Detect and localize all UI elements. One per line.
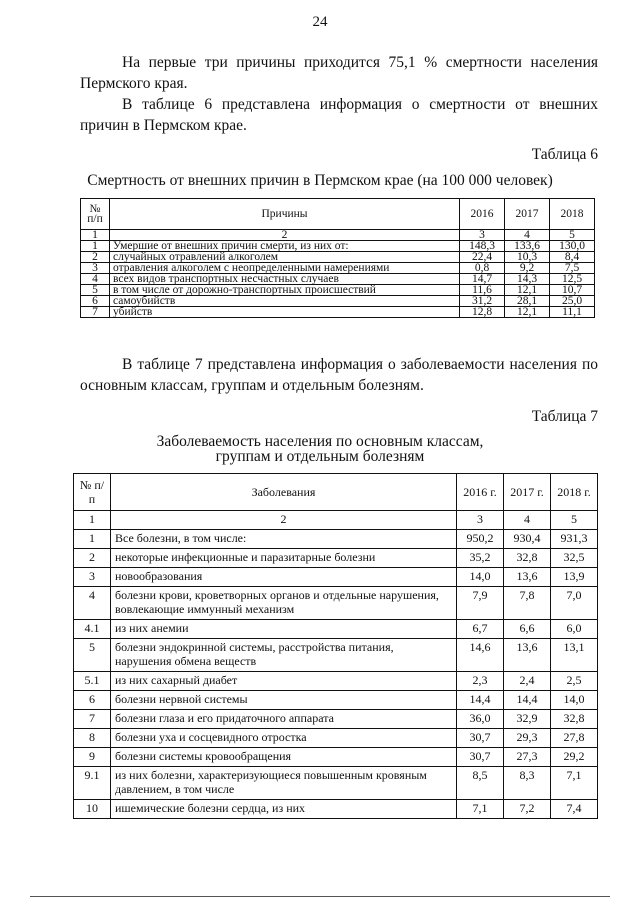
- table6-row: [81, 263, 595, 274]
- table6-numbering-cell: 4: [505, 230, 550, 241]
- table7-value-2017: 14,4: [504, 691, 551, 710]
- table7-num-cell: 9: [74, 748, 111, 767]
- table6-body: [81, 199, 595, 318]
- table7-value-2017: 8,3: [504, 767, 551, 800]
- table7-row: [74, 587, 598, 620]
- table7-header-2018: 2018 г.: [551, 474, 598, 511]
- table7-value-2016: 14,6: [457, 639, 504, 672]
- table6-value-2017: 9,2: [505, 263, 550, 274]
- table7-row: [74, 530, 598, 549]
- table6-name-cell: Умершие от внешних причин смерти, из них от:: [110, 241, 460, 252]
- paragraph-2: [80, 94, 598, 136]
- table7-numbering-cell: 4: [504, 511, 551, 530]
- table7-value-2017: 7,2: [504, 800, 551, 819]
- paragraph-2-text: В таблице 6 представлена информация о смертности от внешних причин в Пермском крае.: [80, 96, 598, 134]
- table7-num-cell: 5: [74, 639, 111, 672]
- table7-value-2016: 950,2: [457, 530, 504, 549]
- table7-row: [74, 691, 598, 710]
- table6-name-cell: убийств: [110, 307, 460, 318]
- table7-name-cell: Все болезни, в том числе:: [111, 530, 457, 549]
- table6-value-2018: 7,5: [550, 263, 595, 274]
- table7-value-2017: 32,8: [504, 549, 551, 568]
- table7-row: [74, 672, 598, 691]
- table6-value-2017: 28,1: [505, 296, 550, 307]
- table6-header-row: [81, 199, 595, 230]
- table6: [80, 198, 595, 318]
- paragraph-3-text: В таблице 7 представлена информация о заболеваемости населения по основным классам, группам и отдельным болезням.: [80, 356, 598, 394]
- table6-row: [81, 296, 595, 307]
- table7-body: [74, 474, 598, 819]
- table7-numbering-cell: 1: [74, 511, 111, 530]
- table7-header-diseases: Заболевания: [111, 474, 457, 511]
- table7-name-cell: болезни глаза и его придаточного аппарата: [111, 710, 457, 729]
- table7-row: [74, 767, 598, 800]
- table6-value-2017: 12,1: [505, 285, 550, 296]
- table6-name-cell: отравления алкоголем с неопределенными намерениями: [110, 263, 460, 274]
- table6-numbering-cell: 5: [550, 230, 595, 241]
- table7-value-2018: 27,8: [551, 729, 598, 748]
- table6-header-2016: 2016: [460, 199, 505, 230]
- table7-value-2016: 6,7: [457, 620, 504, 639]
- table7-value-2017: 2,4: [504, 672, 551, 691]
- table7-name-cell: болезни эндокринной системы, расстройства питания, нарушения обмена веществ: [111, 639, 457, 672]
- table7-value-2017: 13,6: [504, 639, 551, 672]
- table6-row: [81, 307, 595, 318]
- table6-num-cell: 4: [81, 274, 110, 285]
- table6-value-2016: 148,3: [460, 241, 505, 252]
- table7-value-2016: 7,9: [457, 587, 504, 620]
- table7-num-cell: 4: [74, 587, 111, 620]
- table7-name-cell: новообразования: [111, 568, 457, 587]
- table6-header-2017: 2017: [505, 199, 550, 230]
- table7-value-2018: 14,0: [551, 691, 598, 710]
- table6-header-causes: Причины: [110, 199, 460, 230]
- table6-value-2018: 130,0: [550, 241, 595, 252]
- table7-value-2016: 30,7: [457, 748, 504, 767]
- table7-value-2017: 27,3: [504, 748, 551, 767]
- table6-value-2016: 0,8: [460, 263, 505, 274]
- table6-value-2018: 8,4: [550, 252, 595, 263]
- table6-value-2016: 31,2: [460, 296, 505, 307]
- table6-header-num: № п/п: [81, 199, 110, 230]
- table7-num-cell: 7: [74, 710, 111, 729]
- table7-value-2017: 6,6: [504, 620, 551, 639]
- table7-header-2017: 2017 г.: [504, 474, 551, 511]
- table6-value-2018: 25,0: [550, 296, 595, 307]
- table7-value-2018: 13,9: [551, 568, 598, 587]
- table7-value-2016: 35,2: [457, 549, 504, 568]
- table7-title-line2: группам и отдельным болезням: [215, 448, 425, 465]
- table7-title-line1: Заболеваемость населения по основным классам,: [156, 433, 484, 450]
- table7-value-2018: 6,0: [551, 620, 598, 639]
- table6-name-cell: всех видов транспортных несчастных случаев: [110, 274, 460, 285]
- table7-row: [74, 549, 598, 568]
- table6-value-2016: 22,4: [460, 252, 505, 263]
- table6-row: [81, 274, 595, 285]
- table6-num-cell: 2: [81, 252, 110, 263]
- table7-value-2017: 32,9: [504, 710, 551, 729]
- table6-value-2018: 12,5: [550, 274, 595, 285]
- table7-row: [74, 639, 598, 672]
- table7-name-cell: из них болезни, характеризующиеся повышенным кровяным давлением, в том числе: [111, 767, 457, 800]
- table6-value-2016: 11,6: [460, 285, 505, 296]
- table7-numbering-cell: 5: [551, 511, 598, 530]
- table6-value-2017: 12,1: [505, 307, 550, 318]
- table7-header-row: [74, 474, 598, 511]
- table7-name-cell: болезни системы кровообращения: [111, 748, 457, 767]
- table6-value-2018: 10,7: [550, 285, 595, 296]
- table7-num-cell: 8: [74, 729, 111, 748]
- table7-value-2018: 32,5: [551, 549, 598, 568]
- table6-value-2017: 14,3: [505, 274, 550, 285]
- table6-name-cell: в том числе от дорожно-транспортных происшествий: [110, 285, 460, 296]
- table7-header-2016: 2016 г.: [457, 474, 504, 511]
- table7-value-2017: 29,3: [504, 729, 551, 748]
- table7-num-cell: 5.1: [74, 672, 111, 691]
- table7-numbering-cell: 2: [111, 511, 457, 530]
- table6-num-cell: 5: [81, 285, 110, 296]
- table7-num-cell: 9.1: [74, 767, 111, 800]
- table6-num-cell: 3: [81, 263, 110, 274]
- table7-num-cell: 2: [74, 549, 111, 568]
- table7-value-2016: 2,3: [457, 672, 504, 691]
- table6-value-2017: 133,6: [505, 241, 550, 252]
- table6-value-2016: 14,7: [460, 274, 505, 285]
- table6-num-cell: 1: [81, 241, 110, 252]
- table7-num-cell: 1: [74, 530, 111, 549]
- table7-name-cell: болезни уха и сосцевидного отростка: [111, 729, 457, 748]
- table7-value-2018: 931,3: [551, 530, 598, 549]
- table7-name-cell: болезни крови, кроветворных органов и отдельные нарушения, вовлекающие иммунный механизм: [111, 587, 457, 620]
- table7-value-2016: 36,0: [457, 710, 504, 729]
- table7-row: [74, 729, 598, 748]
- table6-row: [81, 252, 595, 263]
- table7-value-2016: 30,7: [457, 729, 504, 748]
- table6-value-2018: 11,1: [550, 307, 595, 318]
- paragraph-1-text: На первые три причины приходится 75,1 % смертности населения Пермского края.: [80, 54, 598, 92]
- table6-name-cell: случайных отравлений алкоголем: [110, 252, 460, 263]
- table6-num-cell: 7: [81, 307, 110, 318]
- page-number: 24: [312, 14, 328, 30]
- table6-numbering-cell: 1: [81, 230, 110, 241]
- table6-numbering-row: [81, 230, 595, 241]
- table7-name-cell: ишемические болезни сердца, из них: [111, 800, 457, 819]
- table7-value-2018: 29,2: [551, 748, 598, 767]
- table7-value-2016: 14,0: [457, 568, 504, 587]
- table6-label: Таблица 6: [531, 146, 598, 163]
- table7-header-num: № п/п: [74, 474, 111, 511]
- table7-num-cell: 6: [74, 691, 111, 710]
- table6-title: Смертность от внешних причин в Пермском крае (на 100 000 человек): [87, 172, 553, 189]
- table7-value-2018: 7,0: [551, 587, 598, 620]
- table7-value-2016: 14,4: [457, 691, 504, 710]
- table6-num-cell: 6: [81, 296, 110, 307]
- table7-name-cell: некоторые инфекционные и паразитарные болезни: [111, 549, 457, 568]
- table7-label: Таблица 7: [531, 408, 598, 425]
- table7: [73, 473, 598, 819]
- paragraph-1: [80, 52, 598, 94]
- table7-value-2018: 7,1: [551, 767, 598, 800]
- table7-name-cell: из них сахарный диабет: [111, 672, 457, 691]
- table6-row: [81, 241, 595, 252]
- table7-num-cell: 4.1: [74, 620, 111, 639]
- table6-value-2016: 12,8: [460, 307, 505, 318]
- table7-value-2017: 7,8: [504, 587, 551, 620]
- table7-value-2016: 7,1: [457, 800, 504, 819]
- table7-numbering-row: [74, 511, 598, 530]
- table7-row: [74, 710, 598, 729]
- table7-num-cell: 3: [74, 568, 111, 587]
- table7-value-2017: 13,6: [504, 568, 551, 587]
- table6-numbering-cell: 3: [460, 230, 505, 241]
- table7-row: [74, 800, 598, 819]
- table7-value-2017: 930,4: [504, 530, 551, 549]
- table6-value-2017: 10,3: [505, 252, 550, 263]
- table6-name-cell: самоубийств: [110, 296, 460, 307]
- table7-row: [74, 620, 598, 639]
- table7-value-2016: 8,5: [457, 767, 504, 800]
- table7-value-2018: 32,8: [551, 710, 598, 729]
- table7-value-2018: 13,1: [551, 639, 598, 672]
- table7-name-cell: из них анемии: [111, 620, 457, 639]
- table7-value-2018: 2,5: [551, 672, 598, 691]
- table6-numbering-cell: 2: [110, 230, 460, 241]
- table7-numbering-cell: 3: [457, 511, 504, 530]
- paragraph-3: [80, 354, 598, 396]
- table6-row: [81, 285, 595, 296]
- page-bottom-rule: [30, 896, 610, 897]
- table7-row: [74, 748, 598, 767]
- table7-num-cell: 10: [74, 800, 111, 819]
- table6-header-2018: 2018: [550, 199, 595, 230]
- table7-row: [74, 568, 598, 587]
- table7-value-2018: 7,4: [551, 800, 598, 819]
- table7-name-cell: болезни нервной системы: [111, 691, 457, 710]
